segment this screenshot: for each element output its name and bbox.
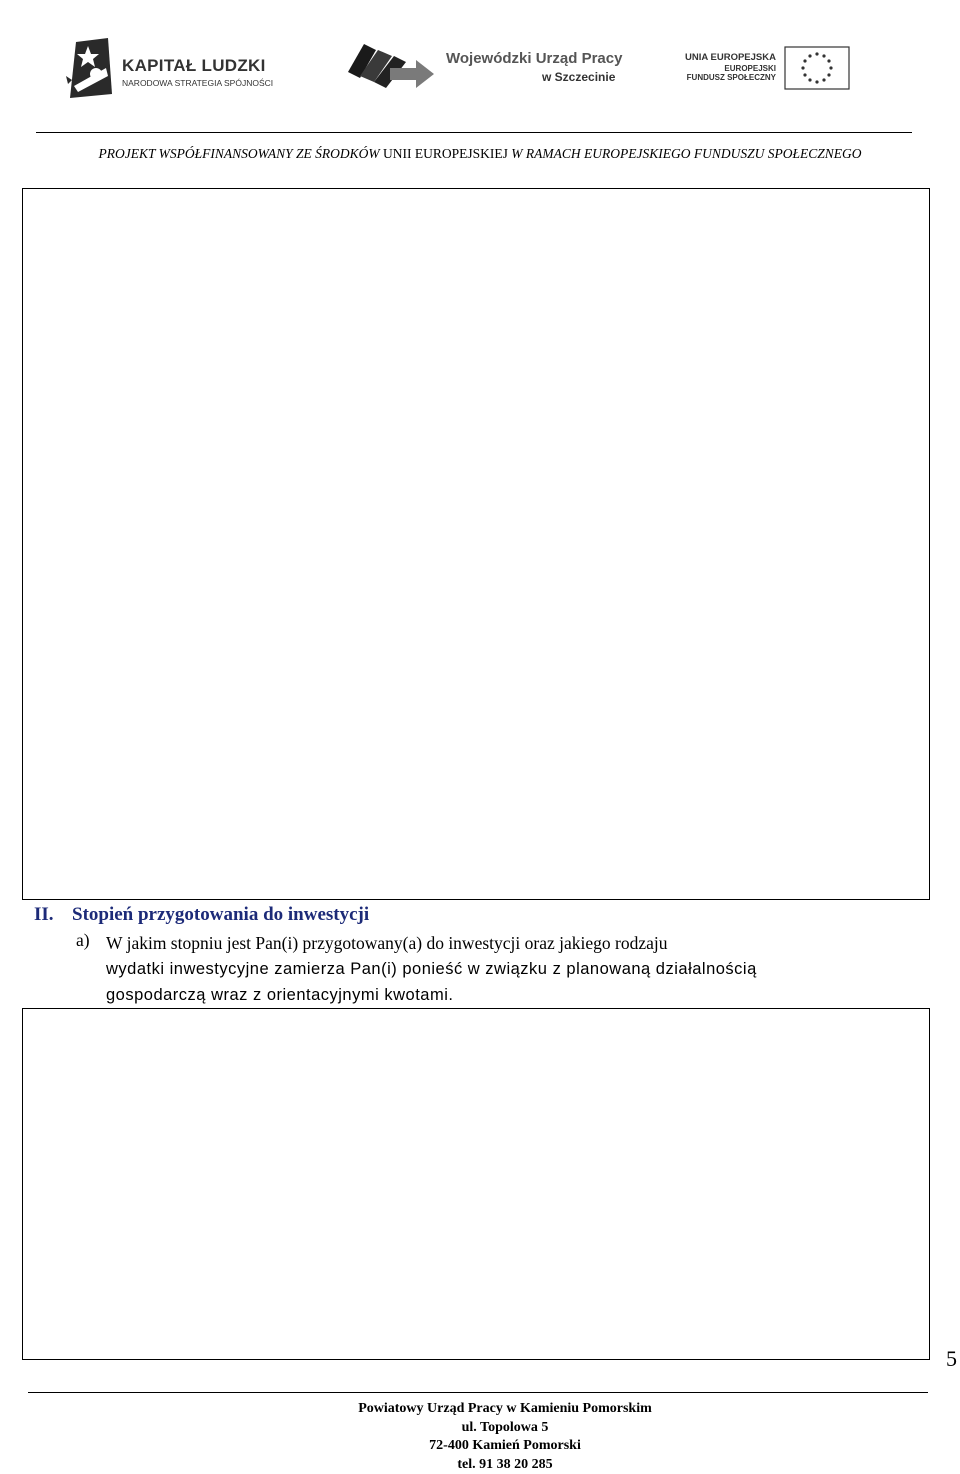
page-number: 5 <box>946 1346 957 1372</box>
kapital-ludzki-emblem-icon <box>66 36 116 100</box>
eu-social-fund-logo <box>680 46 852 92</box>
question-line-1: W jakim stopniu jest Pan(i) przygotowany(a) do inwestycji oraz jakiego rodzaju <box>106 930 906 956</box>
footer-divider <box>28 1392 928 1393</box>
project-text-part1: PROJEKT WSPÓŁFINANSOWANY ZE ŚRODKÓW <box>98 146 379 161</box>
question-label: a) <box>76 930 90 951</box>
footer-street: ul. Topolowa 5 <box>0 1419 960 1438</box>
question-line-3: gospodarczą wraz z orientacyjnymi kwotami. <box>106 982 906 1008</box>
kapital-ludzki-title: KAPITAŁ LUDZKI <box>122 56 266 76</box>
section-number: II. <box>34 904 72 926</box>
eu-fund-line2: FUNDUSZ SPOŁECZNY <box>687 73 776 82</box>
wup-szczecin-logo <box>346 40 616 96</box>
project-text-part2: UNII EUROPEJSKIEJ <box>383 146 508 161</box>
project-cofinancing-line <box>0 146 960 162</box>
header-divider <box>36 132 912 133</box>
eu-fund-line1: EUROPEJSKI <box>724 64 776 73</box>
answer-box-investment-readiness[interactable] <box>22 1008 930 1360</box>
eu-flag-icon <box>784 46 850 90</box>
wup-city: w Szczecinie <box>542 70 615 84</box>
footer-city: 72-400 Kamień Pomorski <box>0 1437 960 1456</box>
footer-office-name: Powiatowy Urząd Pracy w Kamieniu Pomorskim <box>0 1400 960 1419</box>
project-text-part3: W RAMACH EUROPEJSKIEGO FUNDUSZU SPOŁECZNEGO <box>511 146 861 161</box>
question-text <box>106 930 906 1008</box>
kapital-ludzki-logo <box>66 36 276 102</box>
question-line-2: wydatki inwestycyjne zamierza Pan(i) ponieść w związku z planowaną działalnością <box>106 956 906 982</box>
footer-address <box>0 1400 960 1474</box>
wup-name: Wojewódzki Urząd Pracy <box>446 50 622 67</box>
previous-answer-box[interactable] <box>22 188 930 900</box>
section-title: Stopień przygotowania do inwestycji <box>72 904 369 925</box>
eu-title: UNIA EUROPEJSKA <box>685 52 776 63</box>
wup-cards-arrow-icon <box>346 42 436 92</box>
section-heading <box>34 904 369 926</box>
kapital-ludzki-subtitle: NARODOWA STRATEGIA SPÓJNOŚCI <box>122 78 273 88</box>
footer-phone: tel. 91 38 20 285 <box>0 1456 960 1474</box>
